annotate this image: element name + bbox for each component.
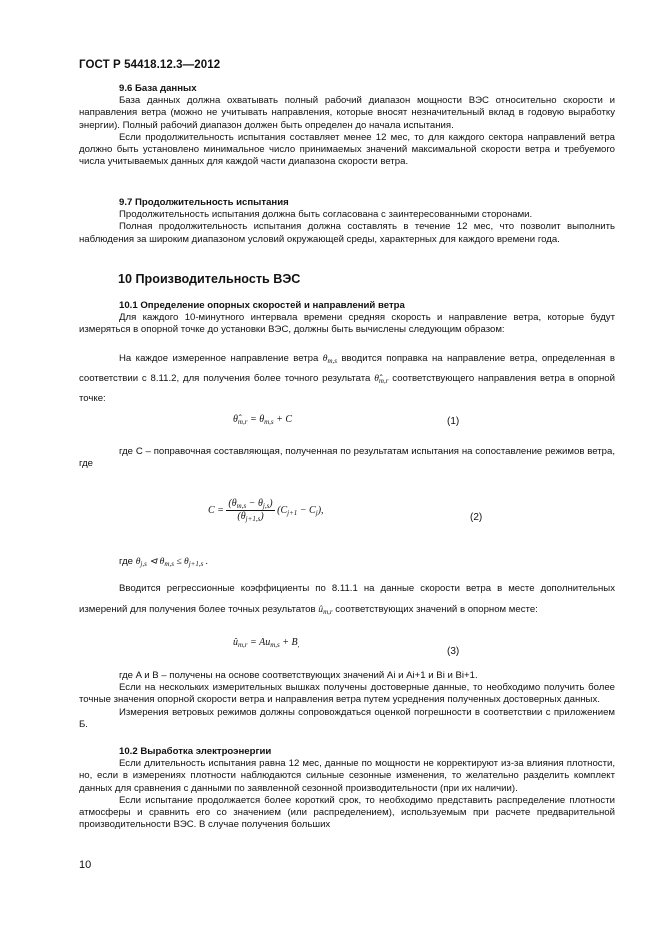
section-10-2-title: 10.2 Выработка электроэнергии xyxy=(119,746,272,757)
section-10-1-para-3 xyxy=(79,446,615,470)
doc-header: ГОСТ Р 54418.12.3—2012 xyxy=(79,59,221,71)
section-10-1-title: 10.1 Определение опорных скоростей и направлений ветра xyxy=(119,300,405,311)
section-9-6-para-1: База данных должна охватывать полный рабочий диапазон мощности ВЭС относительно скорости и направления ветра (можно не учитывать направления, которые вносят незначительный вклад в годовую выработку энергии). Полный рабочий диапазон должен быть определен до начала испытания. xyxy=(79,95,615,131)
section-9-7 xyxy=(79,197,615,246)
section-10-1-para-2 xyxy=(79,350,615,407)
section-9-6-title: 9.6 База данных xyxy=(119,83,197,94)
section-10-1-para-5: где A и B – получены на основе соответствующих значений Ai и Ai+1 и Bi и Bi+1. xyxy=(119,670,478,681)
page-number: 10 xyxy=(79,859,92,871)
equation-1: $\thetâ_{m,r} = \theta_{m,s} + C$ xyxy=(233,414,293,426)
section-10-1 xyxy=(79,300,615,337)
equation-3: $û_{m,r} = Au_{m,s} + B_,$ xyxy=(233,637,300,649)
u-hat-mr-symbol: $û_{m,r}$ xyxy=(318,604,333,616)
section-9-6-para-2: Если продолжительность испытания составляет менее 12 мес, то для каждого сектора направлений ветра должно быть установлено минимальное число принимаемых значений максимальной скорости ветра и требуемого числа учитываемых данных для каждой части диапазона скорости ветра. xyxy=(79,131,615,168)
para-4-text-a: Вводится регрессионные коэффициенты по 8.11.1 на данные скорости ветра в месте дополнительных измерений для получения более точных результатов xyxy=(79,583,615,615)
equation-1-number: (1) xyxy=(447,416,460,427)
equation-2: C = $\frac{(\theta_{m,s} - \theta_{j,s})}{(\theta_{j+1,s})}$ $(C_{j+1} - C_j)$, xyxy=(208,498,324,523)
section-9-7-para-2: Полная продолжительность испытания должна составлять в течение 12 мес, что позволит выполнить наблюдения за широким диапазоном условий окружающей среды, характерных для каждого времени года. xyxy=(79,221,615,245)
section-10-1-para-7: Измерения ветровых режимов должны сопровождаться оценкой погрешности в соответствии с приложением Б. xyxy=(79,706,615,730)
para-2-text-a: На каждое измеренное направление ветра xyxy=(119,353,319,364)
section-10-1-para-4 xyxy=(79,578,615,623)
para-2-text-b: вводится поправка на направление ветра, определенная в соответствии с 8.11.2, для получения более точного результата xyxy=(79,353,616,384)
section-9-7-title: 9.7 Продолжительность испытания xyxy=(119,197,289,208)
section-10-2-para-2: Если испытание продолжается более короткий срок, то необходимо представить распределение плотности атмосферы и сравнить его со значением (или распределением), используемым при расчете предварительной производительности ВЭС. В случае получения больших xyxy=(79,794,615,831)
equation-2-number: (2) xyxy=(470,512,483,523)
condition-formula: $\theta_{j,s}$ ⊲ $\theta_{m,s} \le \theta_{j+1,s}$ . xyxy=(135,556,209,568)
para-3-text: где C – поправочная составляющая, полученная по результатам испытания на сопоставление режимов ветра, где xyxy=(79,446,615,470)
section-10-2 xyxy=(79,746,615,831)
section-10-2-para-1: Если длительность испытания равна 12 мес, данные по мощности не корректируют из-за влияния плотности, но, если в измерениях плотности наблюдаются сильные сезонные изменения, то желательно разделить комплект данных для сравнения с данными по заявленной сезонной производительности (при их наличии). xyxy=(79,758,615,794)
section-10-1-para-1: Для каждого 10-минутного интервала времени средняя скорость и направление ветра, которые будут измеряться в опорной точке до установки ВЭС, должны быть вычислены следующим образом: xyxy=(79,312,615,336)
condition-line xyxy=(79,556,615,570)
section-10-1-para-6: Если на нескольких измерительных вышках получены достоверные данные, то необходимо получить более точные значения опорной скорости ветра и направления ветра путем усреднения полученных достоверных данных. xyxy=(79,682,615,706)
where-label: где xyxy=(119,556,134,567)
para-2-text-c: соответствующего направления ветра в опорной точке: xyxy=(79,373,616,404)
section-9-6 xyxy=(79,83,615,168)
section-10-1-tail xyxy=(79,670,615,731)
theta-ms-symbol: $\theta_{m,s}$ xyxy=(322,353,338,365)
equation-3-number: (3) xyxy=(447,646,460,657)
para-4-text-b: соответствующих значений в опорном месте: xyxy=(335,604,538,615)
theta-hat-mr-symbol: $\thetâ_{m,r}$ xyxy=(374,373,389,385)
section-9-7-para-1: Продолжительность испытания должна быть согласована с заинтересованными сторонами. xyxy=(119,209,533,221)
section-10-title: 10 Производительность ВЭС xyxy=(118,272,301,286)
